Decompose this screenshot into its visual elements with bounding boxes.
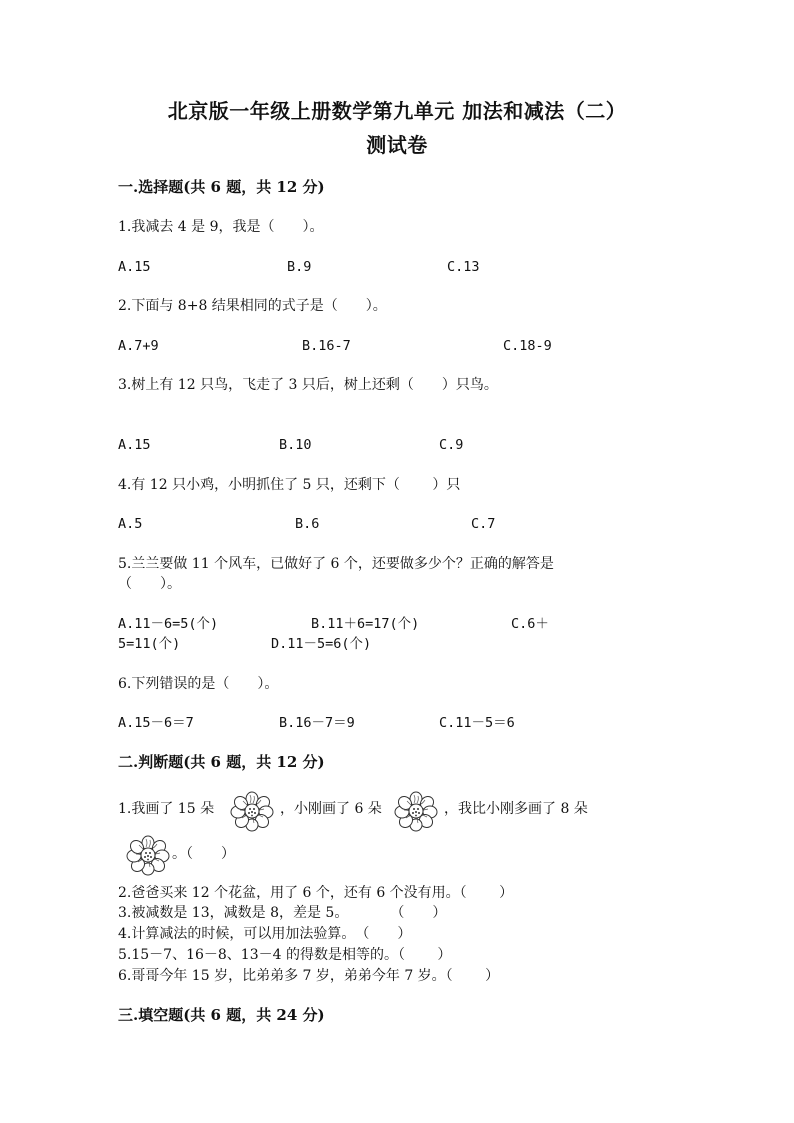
- flower-icon: [229, 790, 275, 834]
- question-text: 1.我减去 4 是 9，我是（ ）。: [118, 219, 324, 235]
- option-b: B.9: [287, 259, 312, 275]
- judgment-q1-part4: 。（ ）: [172, 846, 235, 862]
- option-c: C.7: [471, 516, 496, 532]
- option-a: A.15: [118, 437, 151, 453]
- option-b: B.10: [279, 437, 312, 453]
- option-b: B.6: [295, 516, 320, 532]
- page-title: 北京版一年级上册数学第九单元 加法和减法（二）: [167, 99, 627, 123]
- option-c: C.9: [439, 437, 464, 453]
- judgment-item: 2.爸爸买来 12 个花盆，用了 6 个，还有 6 个没有用。（ ）: [118, 885, 514, 901]
- option-a: A.11－6=5(个): [118, 616, 219, 632]
- judgment-item: 6.哥哥今年 15 岁，比弟弟多 7 岁，弟弟今年 7 岁。（ ）: [118, 968, 500, 984]
- question-text: 6.下列错误的是（ ）。: [118, 676, 279, 692]
- option-b: B.11＋6=17(个): [311, 616, 420, 632]
- option-b: B.16-7: [302, 338, 351, 354]
- question-text-cont: （ ）。: [118, 576, 181, 592]
- option-c: C.6＋: [511, 616, 549, 632]
- judgment-item: 4.计算减法的时候，可以用加法验算。 （ ）: [118, 926, 412, 942]
- option-d: D.11－5=6(个): [271, 636, 372, 652]
- option-a: A.15: [118, 259, 151, 275]
- option-a: A.7+9: [118, 338, 159, 354]
- section-heading-judgment: 二.判断题(共 6 题，共 12 分): [118, 753, 325, 771]
- section-heading-fill-blank: 三.填空题(共 6 题，共 24 分): [118, 1006, 325, 1024]
- judgment-q1-part3: ，我比小刚多画了 8 朵: [444, 801, 588, 817]
- option-b: B.16－7＝9: [279, 715, 355, 731]
- option-a: A.15－6＝7: [118, 715, 194, 731]
- section-heading-choice: 一.选择题(共 6 题，共 12 分): [118, 178, 325, 196]
- judgment-q1-part1: 1.我画了 15 朵: [118, 801, 215, 817]
- flower-icon: [125, 834, 171, 878]
- option-c-cont: 5=11(个): [118, 636, 181, 652]
- judgment-item: 5.15－7、16－8、13－4 的得数是相等的。（ ）: [118, 947, 452, 963]
- question-text: 2.下面与 8+8 结果相同的式子是（ ）。: [118, 298, 387, 314]
- page-subtitle: 测试卷: [366, 133, 428, 157]
- judgment-q1-part2: ，小刚画了 6 朵: [280, 801, 382, 817]
- option-c: C.11－5＝6: [439, 715, 515, 731]
- option-c: C.13: [447, 259, 480, 275]
- judgment-item: 3.被减数是 13，减数是 8，差是 5。 （ ）: [118, 905, 447, 921]
- question-text: 5.兰兰要做 11 个风车，已做好了 6 个，还要做多少个？正确的解答是: [118, 556, 554, 572]
- option-c: C.18-9: [503, 338, 552, 354]
- flower-icon: [393, 790, 439, 834]
- question-text: 3.树上有 12 只鸟，飞走了 3 只后，树上还剩（ ）只鸟。: [118, 377, 498, 393]
- question-text: 4.有 12 只小鸡，小明抓住了 5 只，还剩下（ ）只: [118, 477, 461, 493]
- option-a: A.5: [118, 516, 143, 532]
